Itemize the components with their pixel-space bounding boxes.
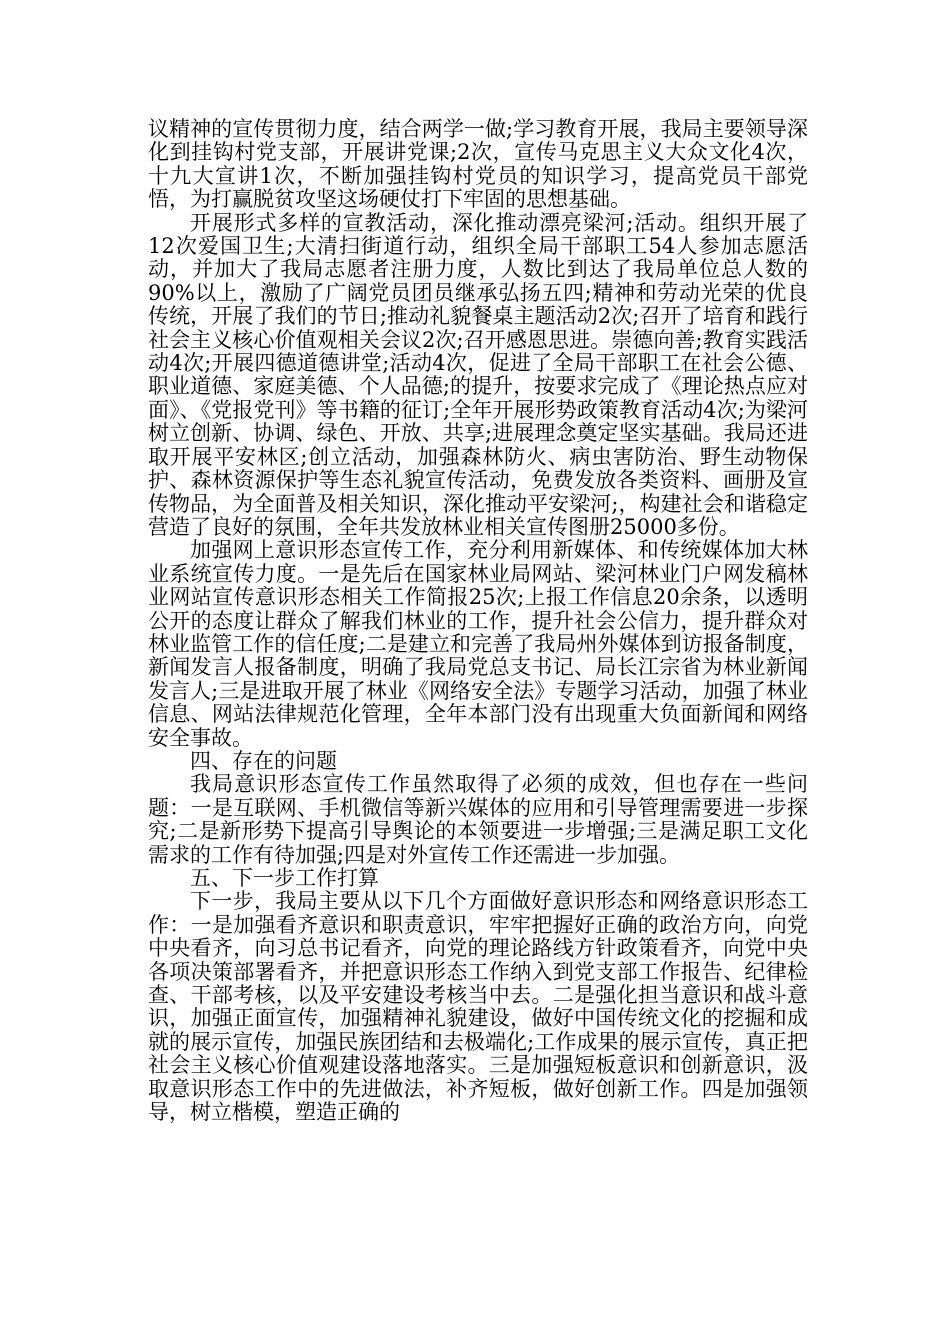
section-heading-problems: 四、存在的问题 bbox=[190, 748, 337, 773]
section-heading-next-steps: 五、下一步工作打算 bbox=[190, 866, 379, 890]
paragraph-publicity-activities: 开展形式多样的宣教活动，深化推动漂亮梁河;活动。组织开展了12次爱国卫生;大清扫街道行动，组织全局干部职工54人参加志愿活动，并加大了我局志愿者注册力度，人数比到达了我局单位总人数的90%以上，激励了广阔党员团员继承弘扬五四;精神和劳动光荣的优良传统，开展了我们的节日;推动礼貌餐桌主题活动2次;召开了培育和践行社会主义核心价值观相关会议2次;召开感恩思进。崇德向善;教育实践活动4次;开展四德道德讲堂;活动4次，促进了全局干部职工在社会公德、职业道德、家庭美德、个人品德;的提升，按要求完成了《理论热点应对面》、《党报党刊》等书籍的征订;全年开展形势政策教育活动4次;为梁河树立创新、协调、绿色、开放、共享;进展理念奠定坚实基础。我局还进取开展平安林区;创立活动，加强森林防火、病虫害防治、野生动物保护、森林资源保护等生态礼貌宣传活动，免费发放各类资料、画册及宣传物品，为全面普及相关知识，深化推动平安梁河;，构建社会和谐稳定营造了良好的氛围，全年共发放林业相关宣传图册25000多份。 bbox=[148, 210, 808, 539]
paragraph-next-steps: 下一步，我局主要从以下几个方面做好意识形态和网络意识形态工作：一是加强看齐意识和职责意识，牢牢把握好正确的政治方向，向党中央看齐，向习总书记看齐，向党的理论路线方针政策看齐，向党中央各项决策部署看齐，并把意识形态工作纳入到党支部工作报告、纪律检查、干部考核，以及平安建设考核当中去。二是强化担当意识和战斗意识，加强正面宣传，加强精神礼貌建设，做好中国传统文化的挖掘和成就的展示宣传，加强民族团结和去极端化;工作成果的展示宣传，真正把社会主义核心价值观建设落地落实。三是加强短板意识和创新意识，汲取意识形态工作中的先进做法，补齐短板，做好创新工作。四是加强领导，树立楷模，塑造正确的 bbox=[148, 889, 808, 1125]
paragraph-problems: 我局意识形态宣传工作虽然取得了必须的成效，但也存在一些问题：一是互联网、手机微信等新兴媒体的应用和引导管理需要进一步探究;二是新形势下提高引导舆论的本领要进一步增强;三是满足职工文化需求的工作有待加强;四是对外宣传工作还需进一步加强。 bbox=[148, 772, 808, 867]
paragraph-study-education: 议精神的宣传贯彻力度，结合两学一做;学习教育开展，我局主要领导深化到挂钩村党支部，开展讲党课;2次，宣传马克思主义大众文化4次，十九大宣讲1次，不断加强挂钩村党员的知识学习，提高党员干部党悟，为打赢脱贫攻坚这场硬仗打下牢固的思想基础。 bbox=[148, 117, 808, 212]
paragraph-online-ideology: 加强网上意识形态宣传工作，充分利用新媒体、和传统媒体加大林业系统宣传力度。一是先后在国家林业局网站、梁河林业门户网发稿林业网站宣传意识形态相关工作简报25次;上报工作信息20余条，以透明公开的态度让群众了解我们林业的工作，提升社会公信力，提升群众对林业监管工作的信任度;二是建立和完善了我局州外媒体到访报备制度，新闻发言人报备制度，明确了我局党总支书记、局长江宗省为林业新闻发言人;三是进取开展了林业《网络安全法》专题学习活动，加强了林业信息、网站法律规范化管理，全年本部门没有出现重大负面新闻和网络安全事故。 bbox=[148, 538, 808, 750]
document-page bbox=[148, 118, 808, 1124]
